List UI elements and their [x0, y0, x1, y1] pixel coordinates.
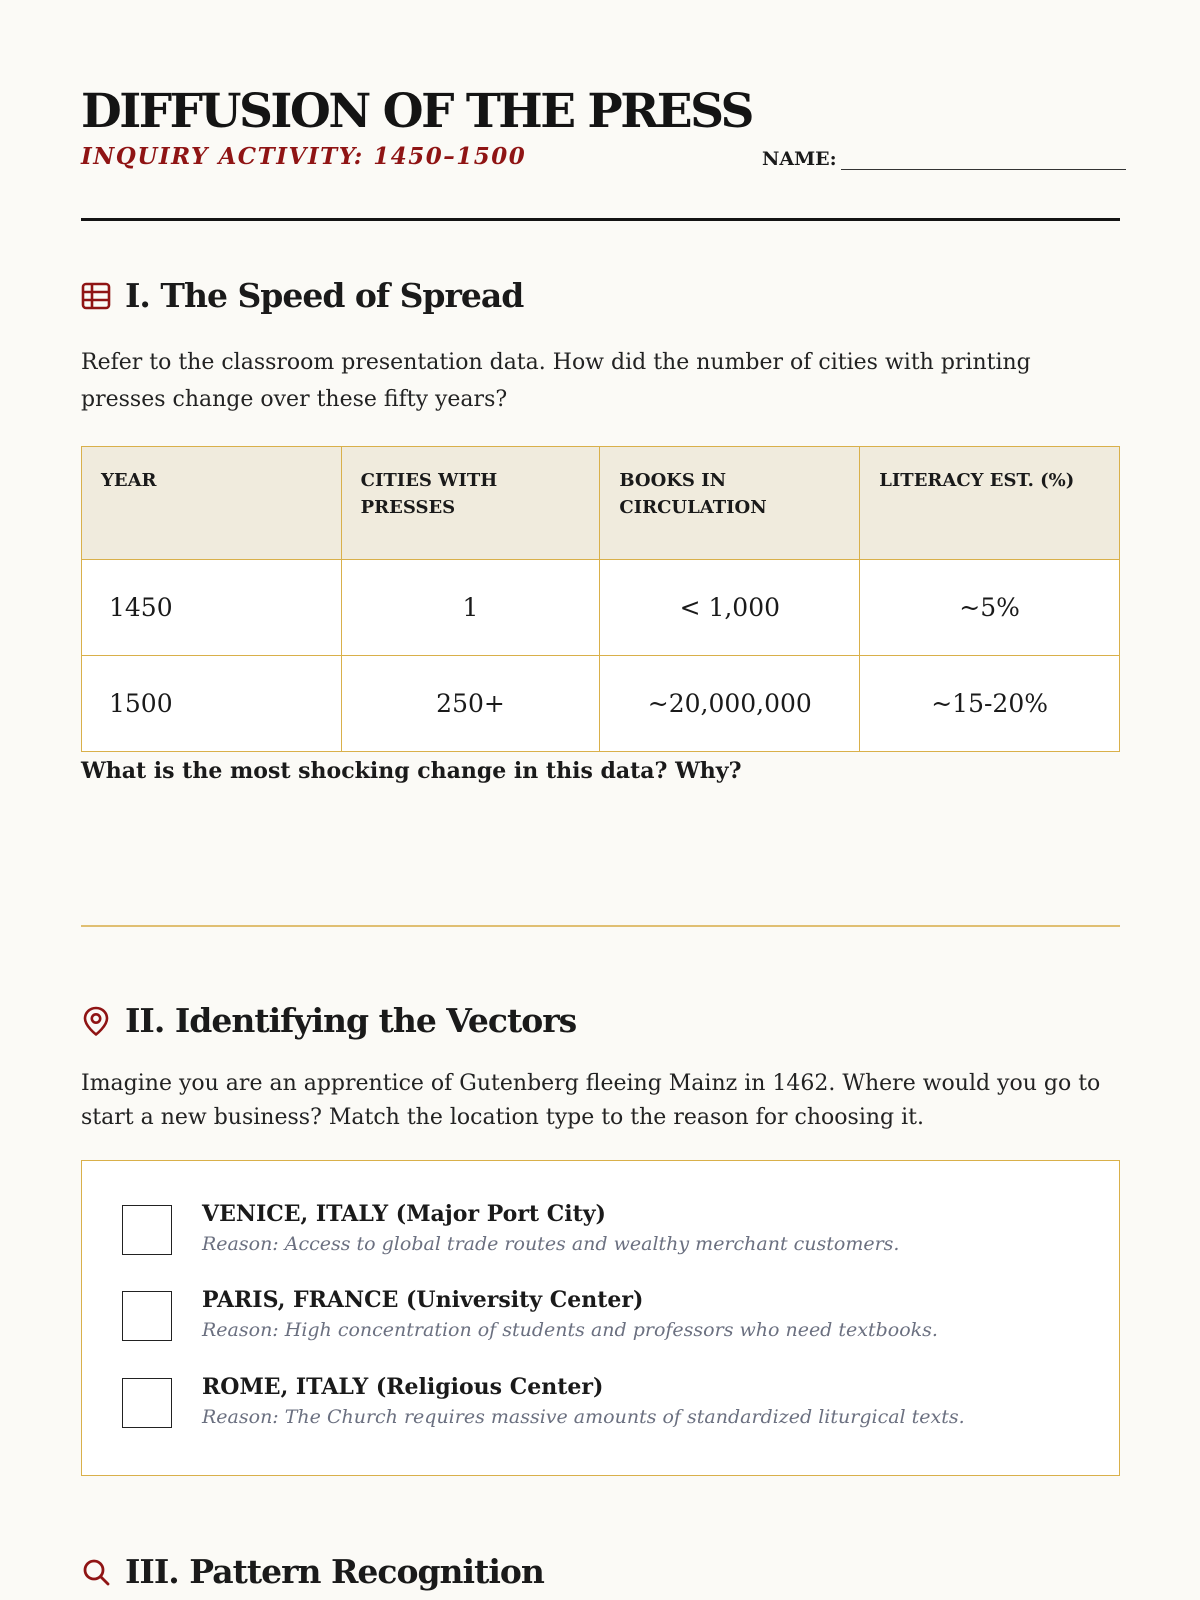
table-header-row — [82, 447, 1120, 560]
location-name: ROME, ITALY (Religious Center) — [202, 1374, 604, 1400]
location-reason: Reason: The Church requires massive amounts of standardized liturgical texts. — [202, 1406, 965, 1428]
header-books: BOOKS IN CIRCULATION — [600, 447, 860, 560]
cell-cities: 250+ — [341, 656, 600, 752]
page-subtitle: INQUIRY ACTIVITY: 1450–1500 — [81, 143, 527, 170]
map-pin-icon — [81, 1006, 111, 1036]
section-2-heading — [81, 1001, 576, 1040]
list-item — [122, 1287, 1082, 1361]
name-input-line[interactable] — [841, 151, 1126, 170]
answer-line[interactable] — [81, 925, 1120, 927]
table-row — [82, 560, 1120, 656]
section-3-heading — [81, 1552, 544, 1591]
cell-year: 1500 — [82, 656, 342, 752]
location-name: PARIS, FRANCE (University Center) — [202, 1287, 644, 1313]
cell-literacy: ~15-20% — [860, 656, 1120, 752]
list-item — [122, 1374, 1082, 1448]
cell-year: 1450 — [82, 560, 342, 656]
section-3-title: III. Pattern Recognition — [125, 1552, 544, 1591]
section-2-title: II. Identifying the Vectors — [125, 1001, 577, 1040]
location-name: VENICE, ITALY (Major Port City) — [202, 1201, 606, 1227]
cell-literacy: ~5% — [860, 560, 1120, 656]
cell-books: < 1,000 — [600, 560, 860, 656]
venice-checkbox[interactable] — [122, 1205, 172, 1255]
name-label: NAME: — [762, 148, 837, 170]
header-literacy: LITERACY EST. (%) — [860, 447, 1120, 560]
data-question: What is the most shocking change in this data? Why? — [81, 758, 742, 784]
rome-checkbox[interactable] — [122, 1378, 172, 1428]
cell-cities: 1 — [341, 560, 600, 656]
section-2-intro: Imagine you are an apprentice of Gutenberg fleeing Mainz in 1462. Where would you go to start a new business? Match the location type to the reason for choosing it. — [81, 1071, 1101, 1130]
section-1-title: I. The Speed of Spread — [125, 276, 524, 315]
table-row — [82, 656, 1120, 752]
paris-checkbox[interactable] — [122, 1291, 172, 1341]
header-year: YEAR — [82, 447, 342, 560]
section-1-heading — [81, 276, 523, 315]
location-match-box — [81, 1160, 1120, 1476]
worksheet-page — [81, 0, 1120, 1591]
section-1-intro: Refer to the classroom presentation data. How did the number of cities with printing presses change over these fifty years? — [81, 350, 1031, 412]
spread-data-table — [81, 446, 1120, 752]
worksheet-header — [81, 0, 1120, 221]
list-item — [122, 1201, 1082, 1275]
location-reason: Reason: Access to global trade routes and wealthy merchant customers. — [202, 1233, 900, 1255]
header-cities: CITIES WITH PRESSES — [341, 447, 600, 560]
name-field — [762, 148, 1126, 170]
cell-books: ~20,000,000 — [600, 656, 860, 752]
page-title: DIFFUSION OF THE PRESS — [81, 84, 752, 139]
location-reason: Reason: High concentration of students and professors who need textbooks. — [202, 1319, 938, 1341]
table-icon — [81, 281, 111, 311]
search-icon — [81, 1557, 111, 1587]
